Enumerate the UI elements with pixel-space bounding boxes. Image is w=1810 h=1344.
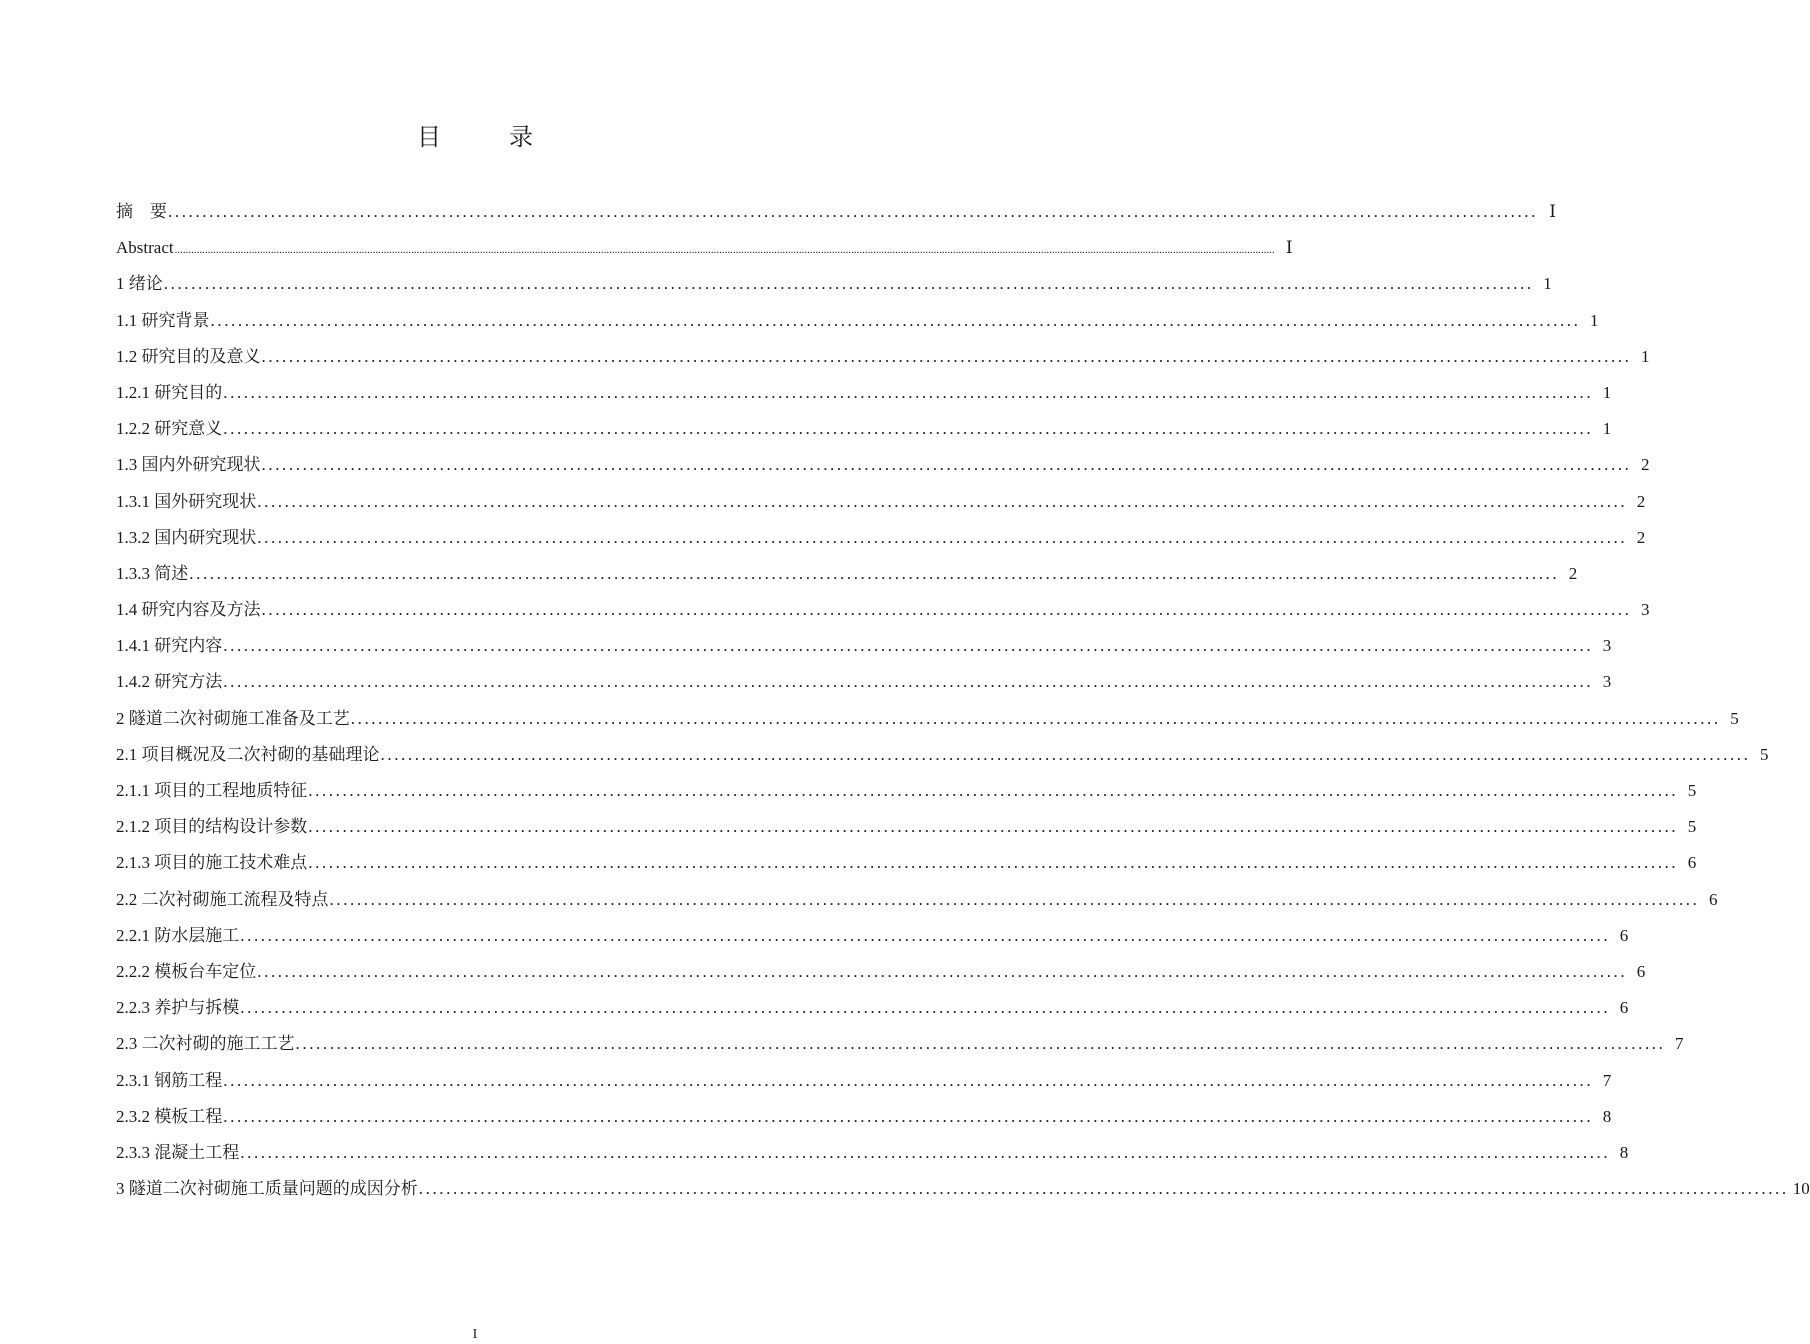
toc-entry-page: 5	[1760, 744, 1769, 764]
toc-entry-label: 1.4.2 研究方法	[116, 672, 223, 692]
toc-entry-label: 2 隧道二次衬砌施工准备及工艺	[116, 708, 350, 728]
toc-entry[interactable]	[116, 1103, 1612, 1139]
toc-dot-leader: ........................................................................................................................................................................................................	[308, 853, 1679, 873]
toc-entry[interactable]	[116, 343, 1650, 379]
toc-entry[interactable]	[116, 632, 1612, 668]
toc-dot-leader: ........................................................................................................................................................................................................	[380, 744, 1751, 764]
toc-entry-page: 1	[1590, 310, 1599, 330]
toc-dot-leader: ........................................................................................................................................................................................................	[240, 998, 1611, 1018]
toc-entry[interactable]	[116, 560, 1578, 596]
toc-entry[interactable]	[116, 668, 1612, 704]
toc-entry[interactable]	[116, 1067, 1612, 1103]
toc-entry-label: 1.4.1 研究内容	[116, 636, 223, 656]
toc-dot-leader: ........................................................................................................................................................................................................	[163, 274, 1534, 294]
toc-entry-page: 2	[1641, 455, 1650, 475]
toc-entry[interactable]	[116, 1030, 1684, 1066]
toc-entry-label: 2.1 项目概况及二次衬砌的基础理论	[116, 744, 380, 764]
toc-entry[interactable]	[116, 1175, 1810, 1211]
toc-entry-page: 7	[1675, 1034, 1684, 1054]
toc-dot-leader: ........................................................................................................................................................................................................	[350, 708, 1721, 728]
toc-entry[interactable]	[116, 886, 1718, 922]
toc-entry-label: 1.2.2 研究意义	[116, 419, 223, 439]
toc-entry[interactable]	[116, 741, 1769, 777]
toc-entry-label: 2.1.3 项目的施工技术难点	[116, 853, 308, 873]
toc-entry[interactable]	[116, 922, 1629, 958]
toc-entry[interactable]	[116, 849, 1697, 885]
toc-entry-page: 6	[1687, 853, 1697, 873]
toc-dot-leader: ........................................................................................................................................................................................................	[223, 672, 1594, 692]
toc-dot-leader: ........................................................................................................................................................................................................	[240, 1142, 1611, 1162]
toc-entry[interactable]	[116, 524, 1646, 560]
toc-dot-leader: ........................................................................................................................................................................................................	[210, 310, 1581, 330]
toc-entry-label: 1.3.2 国内研究现状	[116, 527, 257, 547]
toc-dot-leader: ........................................................................................................................................................................................................	[223, 419, 1594, 439]
toc-entry-label: 摘 要	[116, 202, 167, 221]
toc-entry-page: 6	[1636, 961, 1646, 981]
toc-entry[interactable]	[116, 777, 1697, 813]
toc-entry-page: 5	[1730, 708, 1739, 728]
toc-dot-leader: ................................................................................................................................................................................................................................................................................................................................................................................................................	[174, 244, 1275, 257]
toc-dot-leader: ........................................................................................................................................................................................................	[223, 636, 1594, 656]
toc-entry-page: 1	[1602, 419, 1612, 439]
toc-dot-leader: ........................................................................................................................................................................................................	[223, 382, 1594, 402]
toc-entry[interactable]	[116, 198, 1556, 234]
toc-entry-label: 1.3.3 简述	[116, 563, 189, 583]
toc-entry-page: 8	[1602, 1106, 1612, 1126]
toc-entry-label: Abstract	[116, 238, 174, 258]
toc-entry-label: 2.3.2 模板工程	[116, 1106, 223, 1126]
toc-dot-leader: ........................................................................................................................................................................................................	[223, 1070, 1594, 1090]
toc-entry-page: Ⅰ	[1549, 202, 1556, 221]
toc-entry-label: 2.3.3 混凝土工程	[116, 1142, 240, 1162]
toc-dot-leader: ........................................................................................................................................................................................................	[261, 346, 1632, 366]
toc-entry-label: 1.4 研究内容及方法	[116, 600, 261, 620]
toc-entry-page: 3	[1641, 600, 1650, 620]
toc-entry-label: 2.3.1 钢筋工程	[116, 1070, 223, 1090]
toc-dot-leader: ........................................................................................................................................................................................................	[257, 961, 1628, 981]
toc-entry-page: 6	[1619, 925, 1629, 945]
toc-dot-leader: ........................................................................................................................................................................................................	[308, 781, 1679, 800]
toc-entry-label: 1 绪论	[116, 274, 163, 294]
toc-entry-page: 2	[1636, 491, 1646, 511]
page-title: 目 录	[417, 125, 555, 151]
toc-entry-page: 6	[1709, 889, 1718, 909]
table-of-contents	[116, 198, 1810, 1211]
toc-entry-page: 1	[1543, 274, 1552, 294]
toc-entry[interactable]	[116, 1139, 1629, 1175]
toc-entry[interactable]	[116, 596, 1650, 632]
toc-entry-page: 5	[1687, 781, 1697, 800]
toc-entry[interactable]	[116, 488, 1646, 524]
toc-dot-leader: ........................................................................................................................................................................................................	[418, 1179, 1789, 1199]
toc-entry[interactable]	[116, 307, 1599, 343]
toc-entry-page: 10	[1792, 1179, 1810, 1199]
toc-entry-label: 2.1.1 项目的工程地质特征	[116, 781, 308, 800]
toc-entry-page: 3	[1602, 672, 1612, 692]
toc-entry-label: 2.3 二次衬砌的施工工艺	[116, 1034, 295, 1054]
toc-entry[interactable]	[116, 270, 1552, 306]
toc-entry-label: 1.2.1 研究目的	[116, 382, 223, 402]
toc-entry-page: 2	[1568, 563, 1578, 583]
toc-dot-leader: ........................................................................................................................................................................................................	[257, 491, 1628, 511]
toc-entry[interactable]	[116, 451, 1650, 487]
toc-entry-label: 1.2 研究目的及意义	[116, 346, 261, 366]
toc-entry-page: 6	[1619, 998, 1629, 1018]
page-footer-number: I	[472, 1327, 478, 1342]
toc-dot-leader: ........................................................................................................................................................................................................	[223, 1106, 1594, 1126]
toc-entry-label: 1.3.1 国外研究现状	[116, 491, 257, 511]
toc-dot-leader: ........................................................................................................................................................................................................	[261, 455, 1632, 475]
toc-dot-leader: ........................................................................................................................................................................................................	[168, 202, 1538, 221]
toc-dot-leader: ........................................................................................................................................................................................................	[329, 889, 1700, 909]
toc-entry[interactable]	[116, 705, 1739, 741]
toc-entry-page: 7	[1602, 1070, 1612, 1090]
toc-entry[interactable]	[116, 379, 1612, 415]
toc-entry-page: 5	[1687, 817, 1697, 837]
toc-entry-label: 2.2.1 防水层施工	[116, 925, 240, 945]
toc-dot-leader: ........................................................................................................................................................................................................	[189, 563, 1560, 583]
toc-entry[interactable]	[116, 994, 1629, 1030]
toc-entry-label: 1.3 国内外研究现状	[116, 455, 261, 475]
toc-entry-label: 3 隧道二次衬砌施工质量问题的成因分析	[116, 1179, 418, 1199]
toc-entry-label: 1.1 研究背景	[116, 310, 210, 330]
toc-entry-label: 2.2.2 模板台车定位	[116, 961, 257, 981]
toc-entry[interactable]	[116, 234, 1293, 270]
toc-entry-page: 8	[1619, 1142, 1629, 1162]
toc-dot-leader: ........................................................................................................................................................................................................	[295, 1034, 1666, 1054]
toc-entry[interactable]	[116, 415, 1612, 451]
toc-entry-page: 2	[1636, 527, 1646, 547]
toc-dot-leader: ........................................................................................................................................................................................................	[240, 925, 1611, 945]
toc-entry-page: 1	[1602, 382, 1612, 402]
toc-entry[interactable]	[116, 958, 1646, 994]
toc-entry-label: 2.2.3 养护与拆模	[116, 998, 240, 1018]
toc-entry-label: 2.2 二次衬砌施工流程及特点	[116, 889, 329, 909]
toc-entry[interactable]	[116, 813, 1697, 849]
toc-entry-page: 3	[1602, 636, 1612, 656]
toc-dot-leader: ........................................................................................................................................................................................................	[308, 817, 1679, 837]
toc-entry-page: 1	[1641, 346, 1650, 366]
toc-dot-leader: ........................................................................................................................................................................................................	[261, 600, 1632, 620]
toc-entry-page: Ⅰ	[1285, 238, 1293, 258]
toc-dot-leader: ........................................................................................................................................................................................................	[257, 527, 1628, 547]
toc-entry-label: 2.1.2 项目的结构设计参数	[116, 817, 308, 837]
